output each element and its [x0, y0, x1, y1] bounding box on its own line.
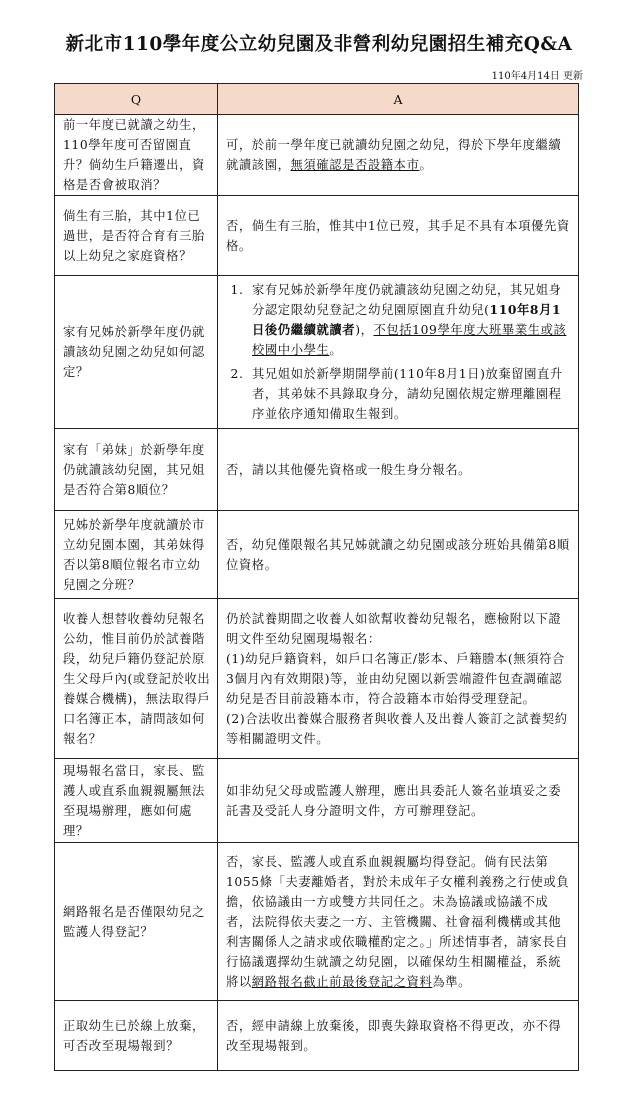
question-cell: 倘生有三胎，其中1位已過世，是否符合育有三胎以上幼兒之家庭資格？ — [55, 196, 218, 276]
answer-cell: 否，家長、監護人或直系血親親屬均得登記。倘有民法第1055條「夫妻離婚者，對於未成年子女權利義務之行使或負擔，依協議由一方或雙方共同任之。未為協議或協議不成者，法院得依夫妻之一方、主管機關、社會福利機構或其他利害關係人之請求或依職權酌定之。」所述情事者，請家長自行協議選擇幼生就讀之幼兒園，以確保幼生相關權益，系統將以網路報名截止前最後登記之資料為準。 — [218, 843, 579, 1001]
question-cell: 現場報名當日，家長、監護人或直系血親親屬無法至現場辦理，應如何處理？ — [55, 759, 218, 843]
answer-list — [226, 280, 572, 424]
question-cell: 正取幼生已於線上放棄，可否改至現場報到？ — [55, 1001, 218, 1071]
question-cell: 收養人想替收養幼兒報名公幼，惟目前仍於試養階段，幼兒戶籍仍登記於原生父母戶內(或登記於收出養媒合機構)，無法取得戶口名簿正本，請問該如何報名？ — [55, 599, 218, 759]
answer-cell: 否，經申請線上放棄後，即喪失錄取資格不得更改，亦不得改至現場報到。 — [218, 1001, 579, 1071]
table-row — [55, 115, 579, 196]
table-row — [55, 843, 579, 1001]
document-title: 新北市110學年度公立幼兒園及非營利幼兒園招生補充Q&A — [65, 34, 573, 55]
table-row — [55, 1001, 579, 1071]
answer-cell: 如非幼兒父母或監護人辦理，應出具委託人簽名並填妥之委託書及受託人身分證明文件，方可辦理登記。 — [218, 759, 579, 843]
answer-cell: 否，倘生有三胎，惟其中1位已歿，其手足不具有本項優先資格。 — [218, 196, 579, 276]
question-cell: 兄姊於新學年度就讀於市立幼兒園本園，其弟妹得否以第8順位報名市立幼兒園之分班？ — [55, 511, 218, 599]
question-cell: 網路報名是否僅限幼兒之監護人得登記？ — [55, 843, 218, 1001]
question-cell: 前一年度已就讀之幼生，110學年度可否留園直升？倘幼生戶籍遷出，資格是否會被取消？ — [55, 115, 218, 196]
table-header-row — [55, 84, 579, 115]
update-date: 110年4月14日 更新 — [491, 71, 583, 82]
question-cell: 家有「弟妹」於新學年度仍就讀該幼兒園，其兄姐是否符合第8順位？ — [55, 429, 218, 511]
table-row — [55, 196, 579, 276]
answer-cell: 仍於試養期間之收養人如欲幫收養幼兒報名，應檢附以下證明文件至幼兒園現場報名： (1)幼兒戶籍資料，如戶口名簿正/影本、戶籍謄本(無須符合3個月內有效期限)等，並由幼兒園以新雲端證件包查調確認幼兒是否目前設籍本市，符合設籍本市始得受理登記。 (2)合法收出養媒合服務者與收養人及出養人簽訂之試養契約等相關證明文件。 — [218, 599, 579, 759]
qa-table — [54, 83, 579, 1071]
table-row — [55, 429, 579, 511]
answer-cell: 否，請以其他優先資格或一般生身分報名。 — [218, 429, 579, 511]
underlined-text: 無須確認是否設籍本市 — [290, 158, 420, 172]
answer-cell: 否，幼兒僅限報名其兄姊就讀之幼兒園或該分班始具備第8順位資格。 — [218, 511, 579, 599]
list-item: 1. 家有兄姊於新學年度仍就讀該幼兒園之幼兒，其兄姐身分認定限幼兒登記之幼兒園原園直升幼兒(110年8月1日後仍繼續就讀者)，不包括109學年度大班畢業生或該校國中小學生。 — [248, 280, 572, 360]
underlined-text: 網路報名截止前最後登記之資料 — [251, 974, 433, 989]
table-row — [55, 276, 579, 429]
list-item: 2. 其兄姐如於新學期開學前(110年8月1日)放棄留園直升者，其弟妹不具錄取身分，請幼兒園依規定辦理離園程序並依序通知備取生報到。 — [248, 364, 572, 424]
answer-cell — [218, 276, 579, 429]
underlined-text: 不包括109學年度大班畢業生或該校國中小學生 — [252, 323, 567, 357]
header-a: A — [218, 84, 579, 115]
answer-cell: 可，於前一學年度已就讀幼兒園之幼兒，得於下學年度繼續就讀該園，無須確認是否設籍本市。 — [218, 115, 579, 196]
table-row — [55, 759, 579, 843]
table-row — [55, 599, 579, 759]
table-row — [55, 511, 579, 599]
question-cell: 家有兄姊於新學年度仍就讀該幼兒園之幼兒如何認定？ — [55, 276, 218, 429]
header-q: Q — [55, 84, 218, 115]
